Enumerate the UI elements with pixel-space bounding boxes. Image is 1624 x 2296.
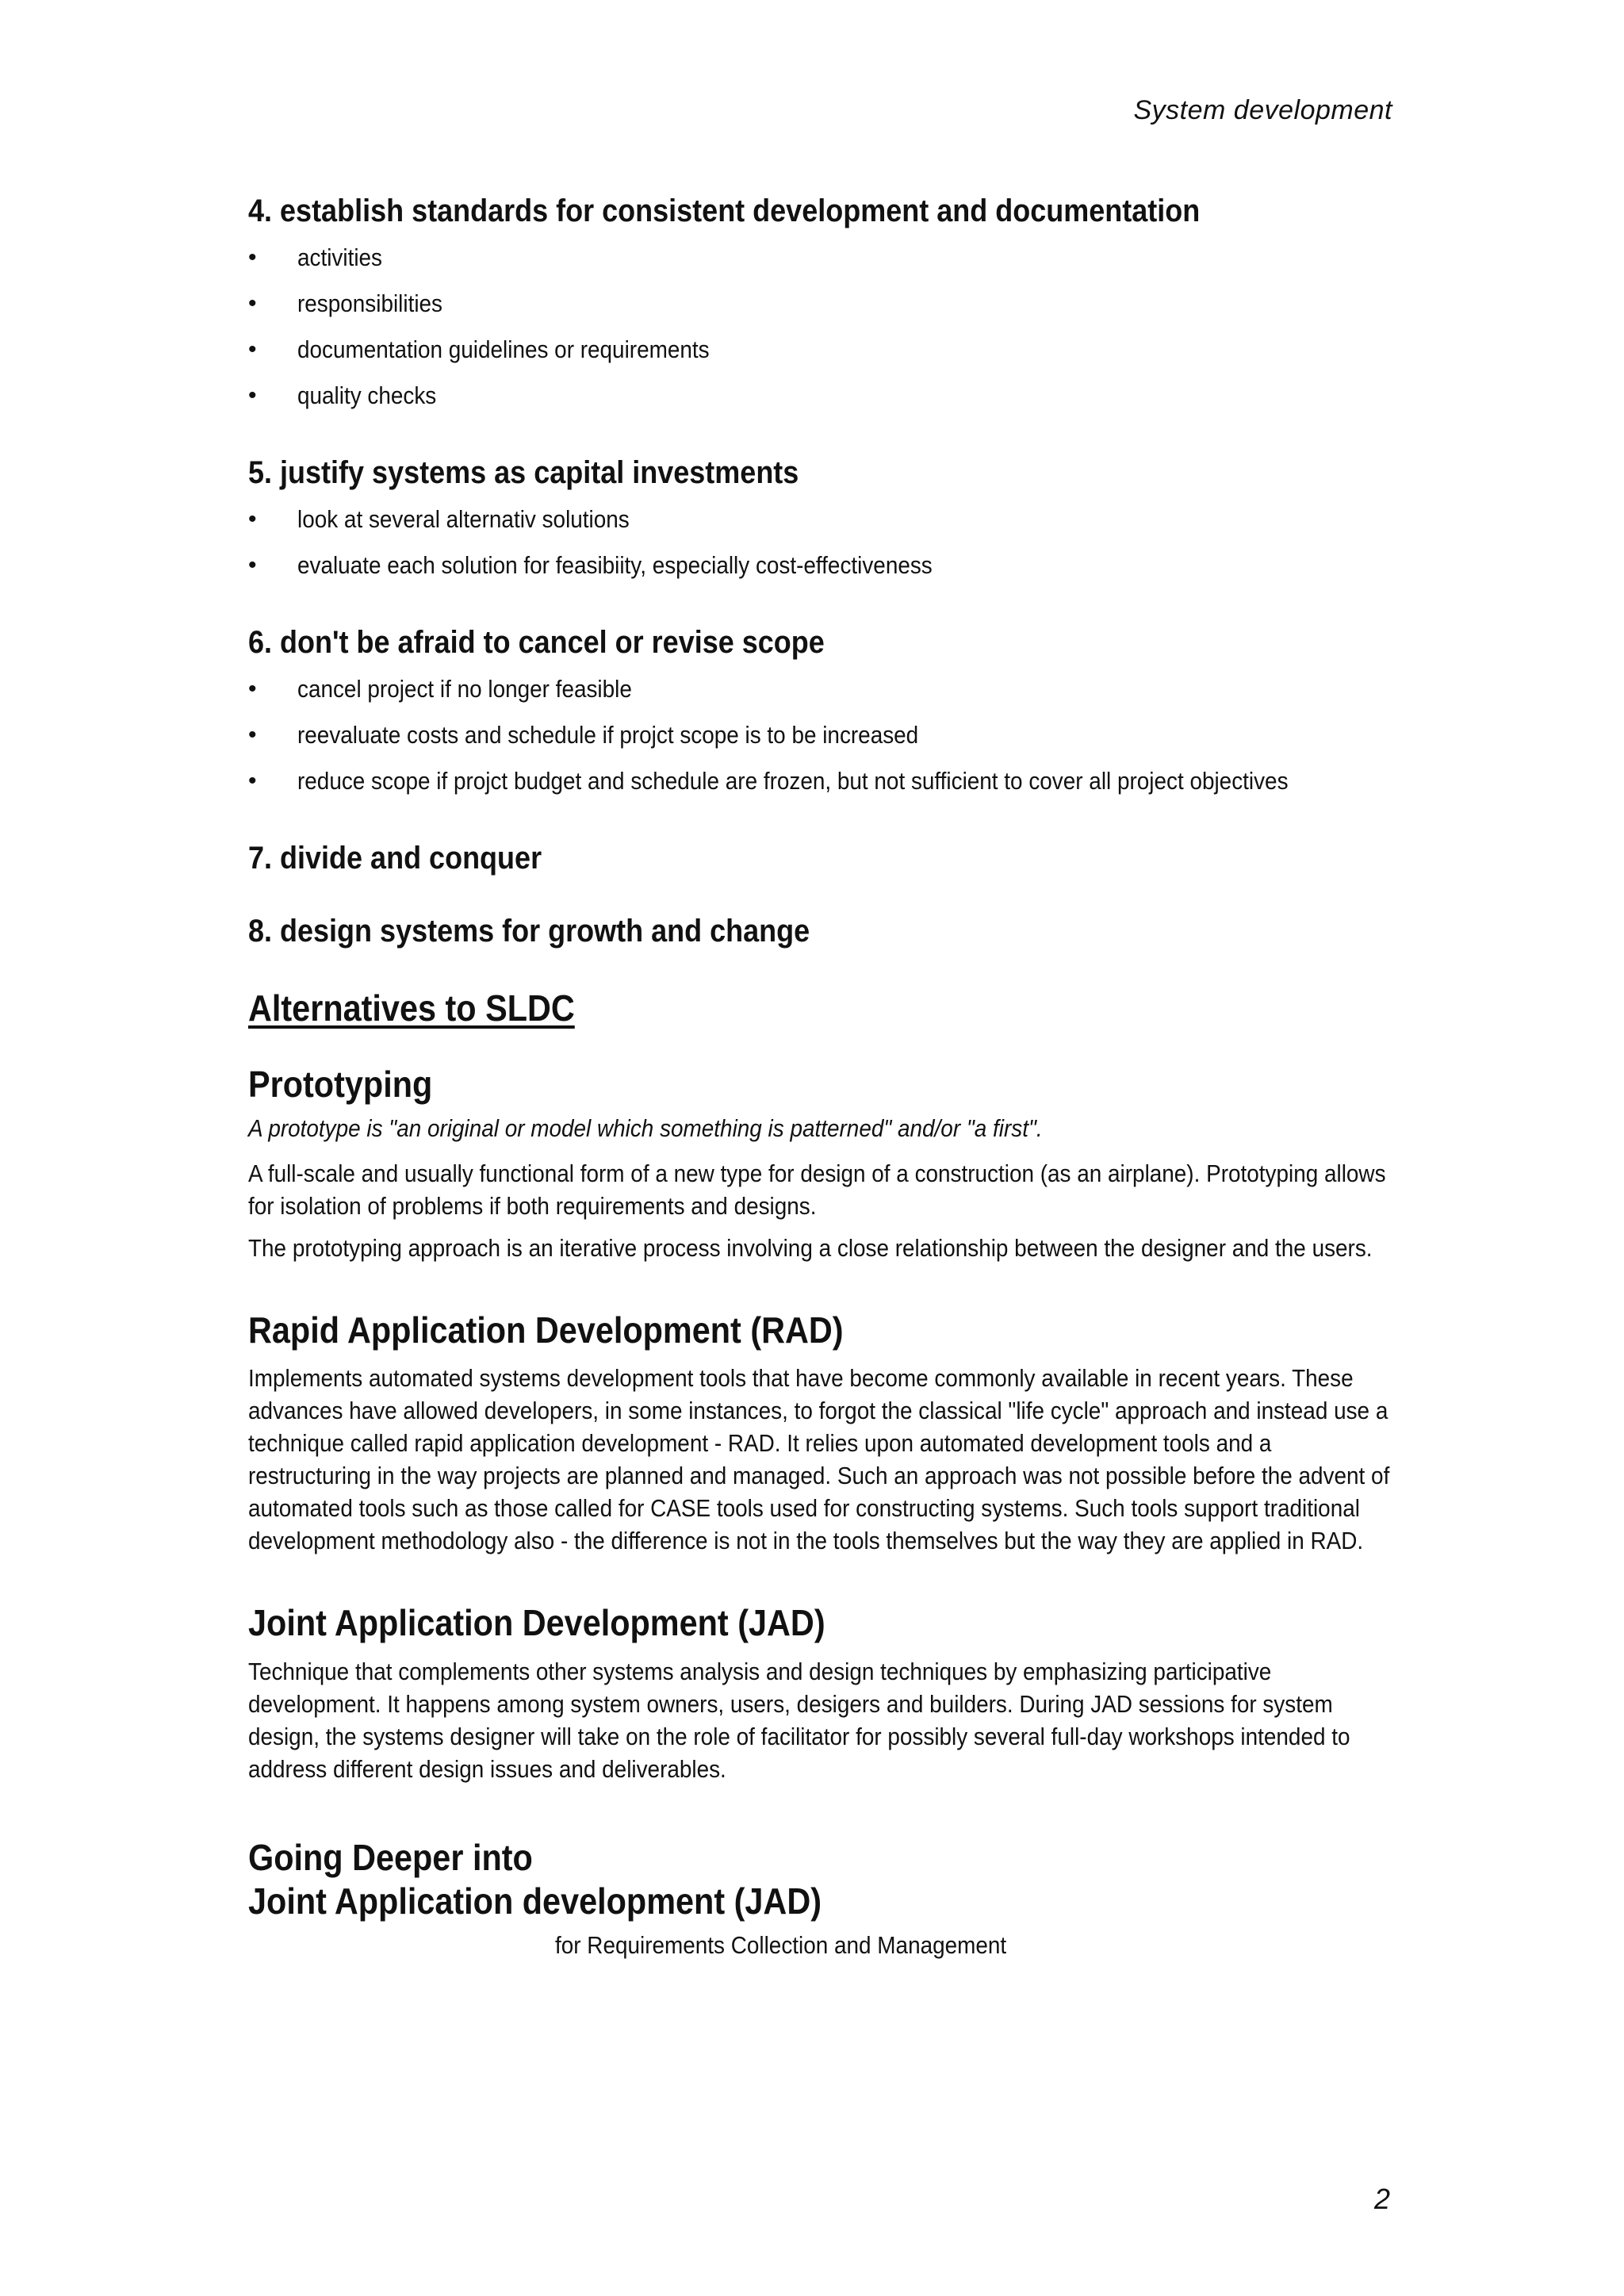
- subsection-subtitle: for Requirements Collection and Management: [555, 1930, 1007, 1959]
- running-header: System development: [1133, 95, 1392, 125]
- step-8: [248, 912, 1398, 950]
- bullet-list: [248, 666, 1398, 804]
- list-item: • activities: [248, 235, 1398, 281]
- step-title: 8. design systems for growth and change: [248, 914, 810, 949]
- page-number: 2: [1373, 2183, 1390, 2215]
- jad-section: [248, 1601, 1398, 1784]
- page-content: [248, 192, 1398, 1960]
- paragraph: Implements automated systems development tools that have become commonly available in recent years. These advances have allowed developers, in some instances, to forgot the classical "life cycle" approach and instead use a technique called rapid application development - RAD. It relies upon automated development tools and a restructuring in the way projects are planned and managed. Such an approach was not possible before the advent of automated tools such as those called for CASE tools used for constructing systems. Such tools support traditional development methodology also - the difference is not in the tools themselves but the way they are applied in RAD.: [248, 1364, 1390, 1555]
- prototype-definition: A prototype is "an original or model which something is patterned" and/or "a first".: [248, 1114, 1043, 1143]
- list-item: • reevaluate costs and schedule if projct scope is to be increased: [248, 712, 1398, 758]
- list-item: • documentation guidelines or requirements: [248, 327, 1398, 373]
- subsection-title-line1: Going Deeper into: [248, 1836, 533, 1878]
- subsection-title: Prototyping: [248, 1064, 433, 1105]
- step-title: 4. establish standards for consistent development and documentation: [248, 194, 1201, 228]
- bullet-list: [248, 235, 1398, 419]
- prototyping-section: [248, 1063, 1398, 1264]
- step-title: 5. justify systems as capital investments: [248, 455, 799, 490]
- rad-section: [248, 1309, 1398, 1557]
- step-title: 6. don't be afraid to cancel or revise scope: [248, 625, 825, 660]
- list-item: • look at several alternativ solutions: [248, 496, 1398, 542]
- step-4: [248, 192, 1398, 419]
- list-item: • cancel project if no longer feasible: [248, 666, 1398, 712]
- subsection-title: Rapid Application Development (RAD): [248, 1309, 844, 1351]
- going-deeper-section: [248, 1836, 1398, 1960]
- section-heading-alternatives: Alternatives to SLDC: [248, 987, 575, 1029]
- paragraph: The prototyping approach is an iterative process involving a close relationship between the designer and the users.: [248, 1234, 1373, 1263]
- step-5: [248, 454, 1398, 588]
- list-item: • evaluate each solution for feasibiity, especially cost-effectiveness: [248, 542, 1398, 588]
- subsection-title: Joint Application Development (JAD): [248, 1602, 825, 1644]
- list-item: • responsibilities: [248, 281, 1398, 327]
- paragraph: Technique that complements other systems analysis and design techniques by emphasizing participative development. It happens among system owners, users, desigers and builders. During JAD sessions for system design, the systems designer will take on the role of facilitator for possibly several full-day workshops intended to address different design issues and deliverables.: [248, 1657, 1350, 1783]
- step-7: [248, 839, 1398, 877]
- bullet-list: [248, 496, 1398, 588]
- paragraph: A full-scale and usually functional form of a new type for design of a construction (as an airplane). Prototyping allows for isolation of problems if both requirements and designs.: [248, 1159, 1386, 1221]
- list-item: • quality checks: [248, 373, 1398, 419]
- step-title: 7. divide and conquer: [248, 841, 542, 876]
- list-item: • reduce scope if projct budget and schedule are frozen, but not sufficient to cover all project objectives: [248, 758, 1398, 804]
- subsection-title-line2: Joint Application development (JAD): [248, 1880, 822, 1922]
- step-6: [248, 623, 1398, 804]
